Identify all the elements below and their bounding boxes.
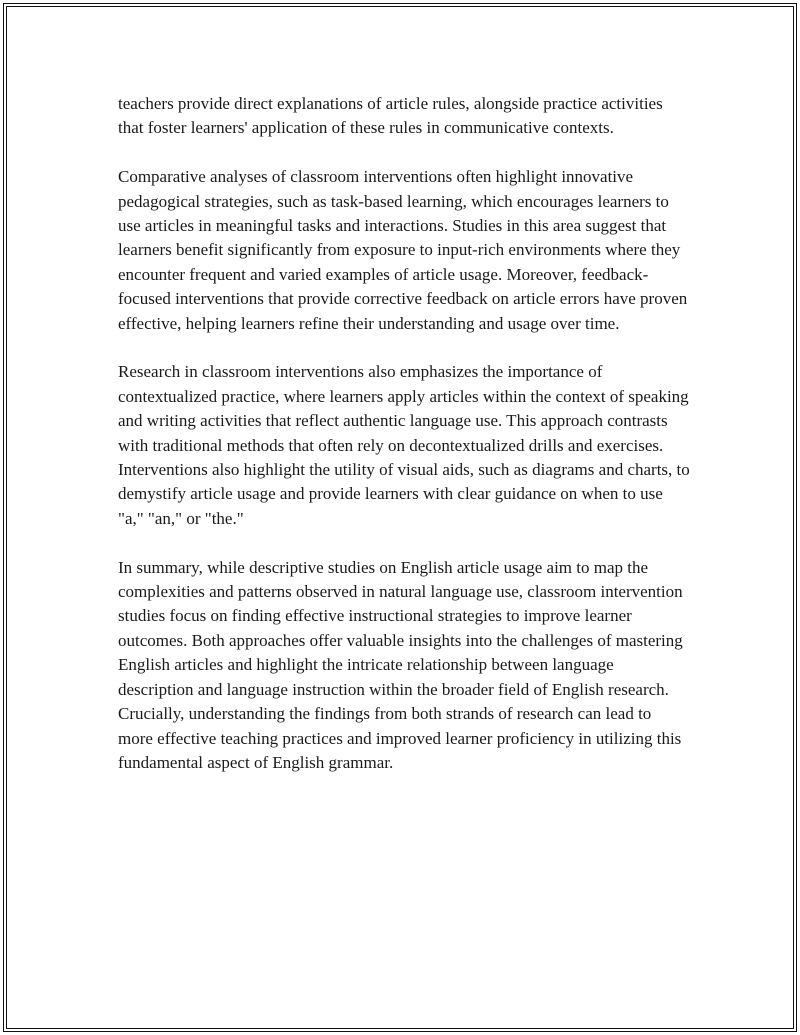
- paragraph-4: In summary, while descriptive studies on English article usage aim to map the complexities and patterns observed in natural language use, classroom intervention studies focus on finding effective instructional strategies to improve learner outcomes. Both approaches offer valuable insights into the challenges of mastering English articles and highlight the intricate relationship between language description and language instruction within the broader field of English research. Crucially, understanding the findings from both strands of research can lead to more effective teaching practices and improved learner proficiency in utilizing this fundamental aspect of English grammar.: [118, 557, 683, 772]
- paragraph-1: teachers provide direct explanations of article rules, alongside practice activities that foster learners' application of these rules in communicative contexts.: [118, 94, 663, 138]
- paragraph-3: Research in classroom interventions also emphasizes the importance of contextualized practice, where learners apply articles within the context of speaking and writing activities that reflect authentic language use. This approach contrasts with traditional methods that often rely on decontextualized drills and exercises. Interventions also highlight the utility of visual aids, such as diagrams and charts, to demystify article usage and provide learners with clear guidance on when to use "a," "an," or "the.": [118, 362, 690, 528]
- paragraph-2: Comparative analyses of classroom interventions often highlight innovative pedagogical strategies, such as task-based learning, which encourages learners to use articles in meaningful tasks and interactions. Studies in this area suggest that learners benefit significantly from exposure to input-rich environments where they encounter frequent and varied examples of article usage. Moreover, feedback-focused interventions that provide corrective feedback on article errors have proven effective, helping learners refine their understanding and usage over time.: [118, 167, 688, 333]
- document-body: [118, 92, 690, 800]
